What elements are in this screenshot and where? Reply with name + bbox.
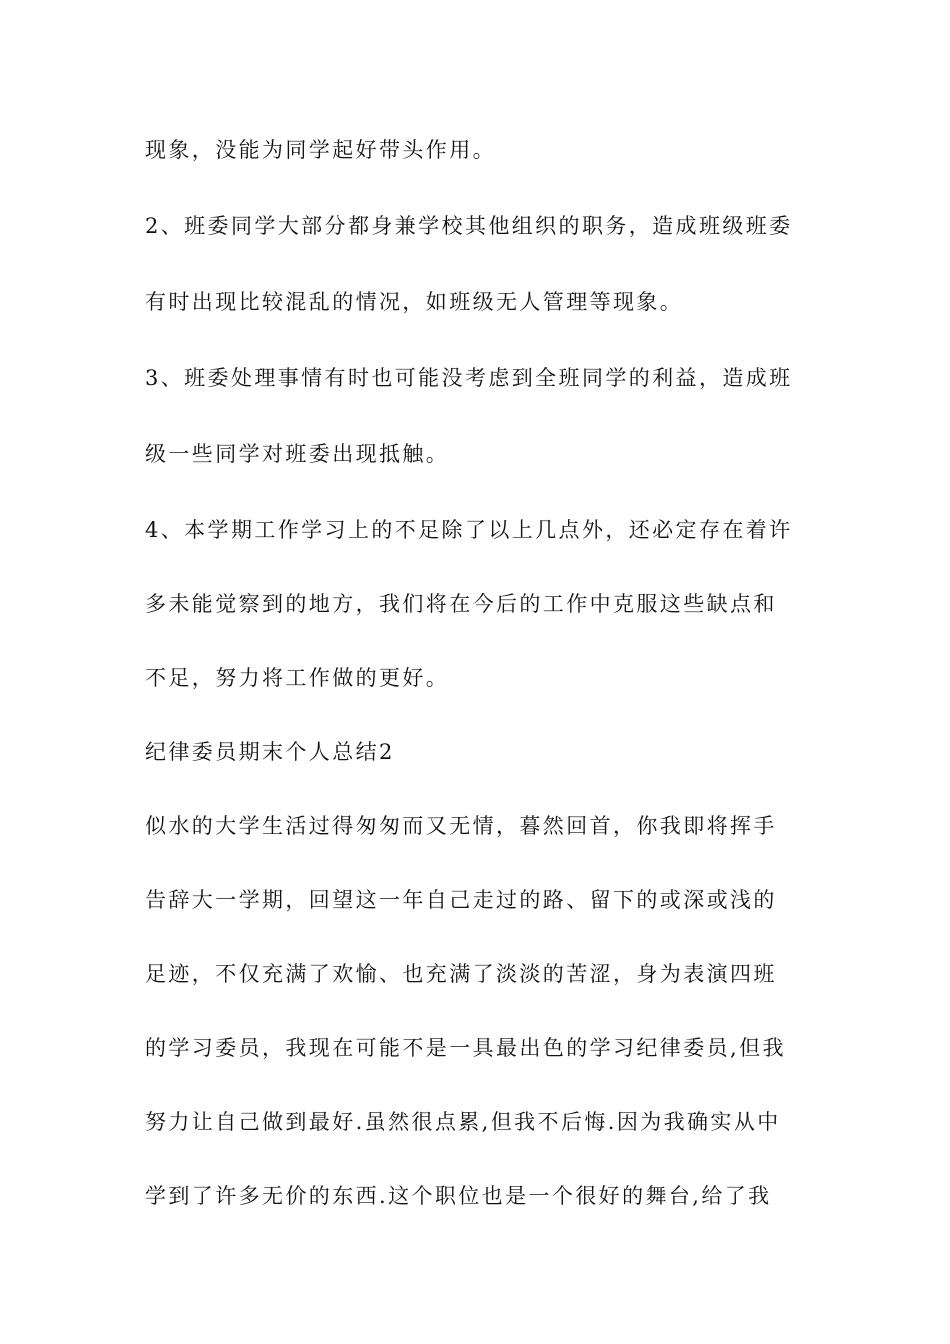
text-line: 努力让自己做到最好.虽然很点累,但我不后悔.因为我确实从中: [145, 1110, 781, 1134]
text-line: 2、班委同学大部分都身兼学校其他组织的职务，造成班级班委: [145, 214, 793, 238]
text-line: 告辞大一学期，回望这一年自己走过的路、留下的或深或浅的: [145, 888, 777, 912]
section-heading: 纪律委员期末个人总结2: [145, 740, 395, 764]
text-line: 不足，努力将工作做的更好。: [145, 666, 450, 690]
text-line: 足迹，不仅充满了欢愉、也充满了淡淡的苦涩，身为表演四班: [145, 962, 777, 986]
text-line: 级一些同学对班委出现抵触。: [145, 442, 450, 466]
text-line: 3、班委处理事情有时也可能没考虑到全班同学的利益，造成班: [145, 366, 793, 390]
text-line: 的学习委员，我现在可能不是一具最出色的学习纪律委员,但我: [145, 1036, 786, 1060]
text-line: 学到了许多无价的东西.这个职位也是一个很好的舞台,给了我: [145, 1184, 772, 1208]
text-line: 现象，没能为同学起好带头作用。: [145, 138, 496, 162]
text-line: 多未能觉察到的地方，我们将在今后的工作中克服这些缺点和: [145, 592, 777, 616]
text-line: 似水的大学生活过得匆匆而又无情，暮然回首，你我即将挥手: [145, 814, 777, 838]
text-line: 4、本学期工作学习上的不足除了以上几点外，还必定存在着许: [145, 518, 793, 542]
text-line: 有时出现比较混乱的情况，如班级无人管理等现象。: [145, 290, 684, 314]
